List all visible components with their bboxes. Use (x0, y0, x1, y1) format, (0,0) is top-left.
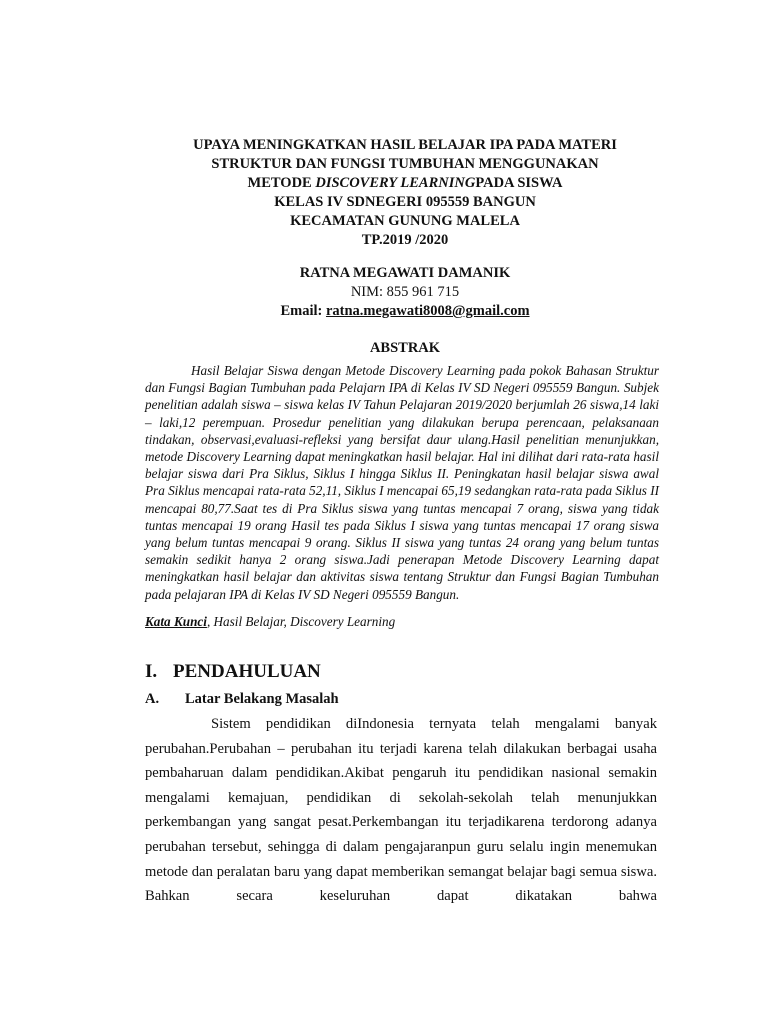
title-line-5: KECAMATAN GUNUNG MALELA (290, 213, 520, 229)
author-email-line (100, 302, 710, 321)
title-line-3-prefix: METODE (247, 175, 316, 191)
author-email-label: Email: (280, 303, 326, 319)
section-title: PENDAHULUAN (173, 661, 321, 682)
subsection-number: A. (145, 691, 160, 707)
keywords-label: Kata Kunci (145, 614, 207, 629)
subsection-title: Latar Belakang Masalah (185, 691, 339, 707)
author-email-link[interactable]: ratna.megawati8008@gmail.com (325, 303, 530, 319)
title-line-1: UPAYA MENINGKATKAN HASIL BELAJAR IPA PADA MATERI (193, 137, 617, 153)
body-paragraph-text: Sistem pendidikan diIndonesia ternyata telah mengalami banyak perubahan.Perubahan – perubahan itu terjadi karena telah dilakukan berbagai usaha pembaharuan dalam pendidikan.Akibat pengaruh itu pendidikan nasional semakin mengalami kemajuan, pendidikan di sekolah-sekolah telah menunjukkan perkembangan yang sangat pesat.Perkembangan itu terjadikarena terdorong adanya perubahan tersebut, sehingga di dalam pengajaranpun guru selalu ingin menemukan metode dan peralatan baru yang dapat memberikan semangat belajar bagi semua siswa. Bahkan secara keseluruhan dapat dikatakan bahwa (145, 716, 657, 905)
author-name: RATNA MEGAWATI DAMANIK (299, 265, 511, 281)
section-heading (145, 660, 321, 684)
title-line-3-suffix: PADA SISWA (475, 175, 563, 191)
title-line-3 (100, 174, 710, 193)
title-line-6: TP.2019 /2020 (361, 232, 449, 248)
paper-title (100, 136, 710, 250)
section-number: I. (145, 661, 158, 682)
keywords-text: , Hasil Belajar, Discovery Learning (206, 614, 396, 629)
keywords (145, 613, 659, 630)
abstract-text: Hasil Belajar Siswa dengan Metode Discovery Learning pada pokok Bahasan Struktur dan Fungsi Bagian Tumbuhan pada Pelajarn IPA di Kelas IV SD Negeri 095559 Bangun. Subjek penelitian adalah siswa – siswa kelas IV Tahun Pelajaran 2019/2020 berjumlah 26 siswa,14 laki – laki,12 perempuan. Prosedur penelitian yang dilakukan berupa perencaan, pelaksanaan tindakan, observasi,evaluasi-refleksi yang bersifat daur ulang.Hasil penelitian menunjukkan, metode Discovery Learning dapat meningkatkan hasil belajar. Hal ini dilihat dari rata-rata hasil belajar siswa dari Pra Siklus, Siklus I hingga Siklus II. Peningkatan hasil belajar siswa awal Pra Siklus mencapai rata-rata 52,11, Siklus I mencapai 65,19 sedangkan rata-rata pada Siklus II mencapai 80,77.Saat tes di Pra Siklus siswa yang tuntas mencapai 7 orang, siswa yang tidak tuntas mencapai 19 orang Hasil tes pada Siklus I siswa yang tuntas mencapai 17 orang siswa yang belum tuntas mencapai 9 orang. Siklus II siswa yang tuntas 24 orang yang belum tuntas semakin sedikit hanya 2 orang siswa.Jadi penerapan Metode Discovery Learning dapat meningkatkan hasil belajar dan aktivitas siswa tentang Struktur dan Fungsi Bagian Tumbuhan pada pelajaran IPA di Kelas IV SD Negeri 095559 Bangun. (145, 363, 660, 602)
abstract-body (145, 362, 659, 603)
author-block (100, 264, 710, 321)
subsection-heading (145, 690, 339, 709)
title-line-2: STRUKTUR DAN FUNGSI TUMBUHAN MENGGUNAKAN (211, 156, 599, 172)
title-line-3-italic: DISCOVERY LEARNING (315, 175, 476, 191)
author-nim: NIM: 855 961 715 (350, 284, 460, 300)
body-paragraph (145, 712, 657, 909)
title-line-4: KELAS IV SDNEGERI 095559 BANGUN (274, 194, 536, 210)
abstract-heading: ABSTRAK (369, 340, 441, 356)
